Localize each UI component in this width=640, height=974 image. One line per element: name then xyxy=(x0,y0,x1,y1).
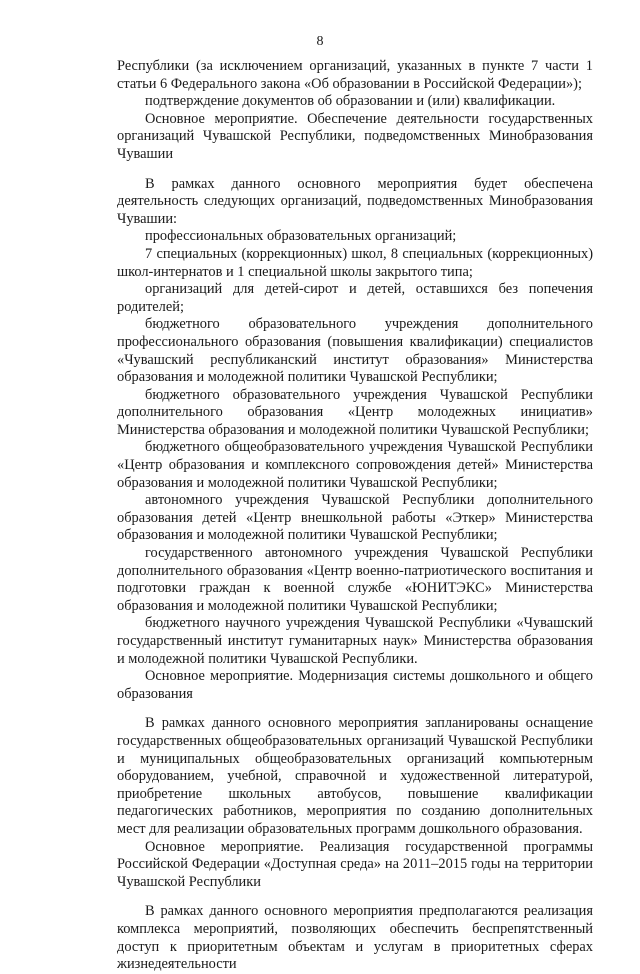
paragraph: Республики (за исключением организаций, указанных в пункте 7 части 1 статьи 6 Федерального закона «Об образовании в Российской Федерации»); xyxy=(117,58,593,92)
paragraph: бюджетного образовательного учреждения дополнительного профессионального образования (повышения квалификации) специалистов «Чувашский республиканский институт образования» Министерства образования и молодежной политики Чувашской Республики; xyxy=(117,316,593,386)
paragraph: бюджетного общеобразовательного учреждения Чувашской Республики «Центр образования и комплексного сопровождения детей» Министерства образования и молодежной политики Чувашской Республики; xyxy=(117,439,593,491)
paragraph: В рамках данного основного мероприятия запланированы оснащение государственных общеобразовательных организаций Чувашской Республики и муниципальных общеобразовательных организаций компьютерным оборудованием, учебной, справочной и художественной литературой, приобретение школьных автобусов, повышение квалификации педагогических работников, мероприятия по созданию дополнительных мест для реализации образовательных программ дошкольного образования. xyxy=(117,715,593,837)
paragraph: Основное мероприятие. Обеспечение деятельности государственных организаций Чувашской Республики, подведомственных Минобразования Чувашии xyxy=(117,110,593,162)
paragraph: бюджетного образовательного учреждения Чувашской Республики дополнительного образования «Центр молодежных инициатив» Министерства образования и молодежной политики Чувашской Республики; xyxy=(117,386,593,438)
paragraph: Основное мероприятие. Реализация государственной программы Российской Федерации «Доступная среда» на 2011–2015 годы на территории Чувашской Республики xyxy=(117,838,593,890)
paragraph: профессиональных образовательных организаций; xyxy=(145,228,457,245)
paragraph: Основное мероприятие. Модернизация системы дошкольного и общего образования xyxy=(117,668,593,702)
paragraph: автономного учреждения Чувашской Республики дополнительного образования детей «Центр внешкольной работы «Эткер» Министерства образования и молодежной политики Чувашской Республики; xyxy=(117,492,593,544)
paragraph: организаций для детей-сирот и детей, оставшихся без попечения родителей; xyxy=(117,281,593,315)
paragraph: бюджетного научного учреждения Чувашской Республики «Чувашский государственный институт гуманитарных наук» Министерства образования и молодежной политики Чувашской Республики. xyxy=(117,615,593,667)
paragraph: подтверждение документов об образовании и (или) квалификации. xyxy=(145,93,556,110)
paragraph: В рамках данного основного мероприятия предполагаются реализация комплекса мероприятий, позволяющих обеспечить беспрепятственный доступ к приоритетным объектам и услугам в приоритетных сферах жизнедеятельности xyxy=(117,903,593,973)
paragraph: В рамках данного основного мероприятия будет обеспечена деятельность следующих организаций, подведомственных Минобразования Чувашии: xyxy=(117,175,593,227)
document-body xyxy=(117,58,593,974)
paragraph: государственного автономного учреждения Чувашской Республики дополнительного образования «Центр военно-патриотического воспитания и подготовки граждан к военной службе «ЮНИТЭКС» Министерства образования и молодежной политики Чувашской Республики; xyxy=(117,545,593,614)
page-number: 8 xyxy=(316,34,324,49)
paragraph: 7 специальных (коррекционных) школ, 8 специальных (коррекционных) школ-интернатов и 1 специальной школы закрытого типа; xyxy=(117,245,593,280)
